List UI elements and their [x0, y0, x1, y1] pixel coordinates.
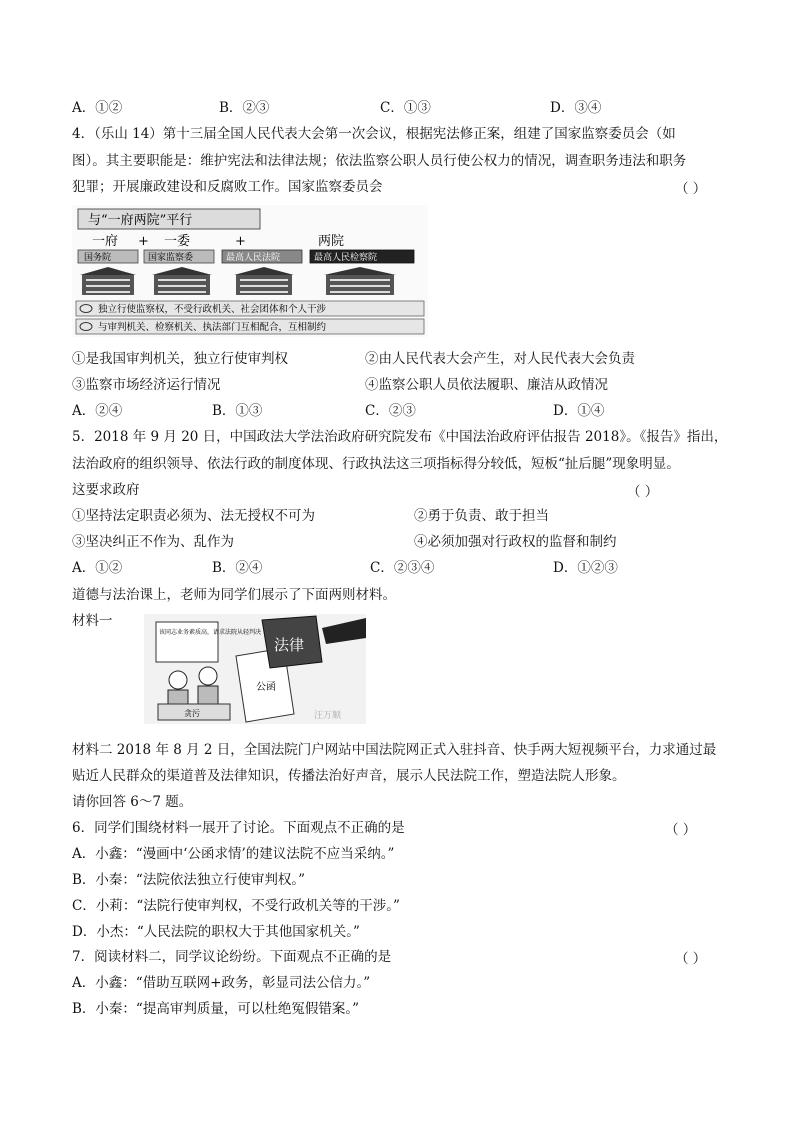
q3-option-b: B．②③ [219, 100, 270, 116]
figure-box-label: 最高人民法院 [226, 253, 281, 263]
cartoon-law-book-text: 法律 [274, 636, 305, 654]
q5-item-4: ④必须加强对行政权的监督和制约 [414, 534, 617, 550]
q6-option-b: B．小秦：“法院依法独立行使审判权。” [72, 872, 305, 888]
q5-stem-line: 5．2018 年 9 月 20 日，中国政法大学法治政府研究院发布《中国法治政府评估报告 2018》。《报告》指出， [72, 429, 728, 445]
q4-figure [72, 205, 428, 337]
figure-note: 与审判机关、检察机关、执法部门互相配合，互相制约 [98, 322, 327, 333]
figure-note: 独立行使监察权，不受行政机关、社会团体和个人干涉 [98, 304, 327, 315]
q4-item-3: ③监察市场经济运行情况 [72, 377, 221, 393]
q6-option-c: C．小莉：“法院行使审判权，不受行政机关等的干涉。” [72, 898, 400, 914]
q4-stem-line: 犯罪；开展廉政建设和反腐败工作。国家监察委员会 [72, 179, 383, 195]
q4-option-a: A．②④ [72, 403, 123, 419]
q5-item-1: ①坚持法定职责必须为、法无授权不可为 [72, 508, 315, 524]
q7-answer-paren: （ ） [675, 951, 707, 967]
cartoon-watermark: 汪万顺 [314, 711, 342, 721]
figure-group-label: 一府 [92, 234, 119, 249]
q5-item-2: ②勇于负责、敢于担当 [414, 508, 549, 524]
figure-box-label: 国家监察委 [148, 253, 194, 263]
q5-option-b: B．②④ [212, 560, 263, 576]
q5-item-3: ③坚决纠正不作为、乱作为 [72, 534, 234, 550]
q4-item-4: ④监察公职人员依法履职、廉洁从政情况 [365, 377, 608, 393]
answer-prompt: 请你回答 6～7 题。 [72, 794, 193, 810]
q3-option-a: A．①② [72, 100, 123, 116]
q6-answer-paren: （ ） [665, 822, 697, 838]
material2-line: 贴近人民群众的渠道普及法律知识，传播法治好声音，展示人民法院工作，塑造法院人形象。 [72, 768, 626, 784]
q5-answer-paren: （ ） [627, 484, 659, 500]
figure-header: 与“一府两院”平行 [88, 213, 193, 228]
q4-item-2: ②由人民代表大会产生，对人民代表大会负责 [365, 351, 635, 367]
official-figure [198, 667, 218, 706]
figure-box-label: 最高人民检察院 [314, 253, 378, 263]
q4-stem-line: 图）。其主要职能是：维护宪法和法律法规；依法监察公职人员行使公权力的情况，调查职务违法和职务 [72, 153, 687, 169]
q4-item-1: ①是我国审判机关，独立行使审判权 [72, 351, 288, 367]
q5-option-a: A．①② [72, 560, 123, 576]
cartoon-letter [156, 622, 218, 662]
q5-option-c: C．②③④ [370, 560, 435, 576]
cartoon-letter-text: 该同志业务素质高，请求法院从轻判决 [159, 629, 262, 636]
q6-option-a: A．小鑫：“漫画中‘公函求情’的建议法院不应当采纳。” [72, 846, 395, 862]
q7-option-b: B．小秦：“提高审判质量，可以杜绝冤假错案。” [72, 1001, 359, 1017]
q3-option-c: C．①③ [380, 100, 431, 116]
q4-option-d: D．①④ [553, 403, 605, 419]
figure-plus: + [235, 234, 246, 249]
q5-stem-line: 法治政府的组织领导、依法行政的制度体现、行政执法这三项指标得分较低，短板“扯后腿”现象明显。 [72, 456, 680, 472]
q6-option-d: D．小杰：“人民法院的职权大于其他国家机关。” [72, 924, 360, 940]
material1-cartoon [144, 614, 366, 724]
material1-label: 材料一 [72, 613, 113, 629]
q7-stem: 7．阅读材料二，同学议论纷纷。下面观点不正确的是 [72, 949, 392, 965]
cartoon-desk-text: 贪污 [184, 709, 200, 718]
figure-group-label: 一委 [164, 234, 191, 249]
q7-option-a: A．小鑫：“借助互联网+政务，彰显司法公信力。” [72, 975, 371, 991]
q4-stem-line: 4．（乐山 14）第十三届全国人民代表大会第一次会议，根据宪法修正案，组建了国家监察委员会（如 [72, 126, 676, 142]
figure-plus: + [138, 234, 149, 249]
figure-box-label: 国务院 [84, 253, 112, 263]
figure-group-label: 两院 [318, 234, 345, 249]
material2-line: 材料二 2018 年 8 月 2 日，全国法院门户网站中国法院网正式入驻抖音、快手两大短视频平台，力求通过最 [72, 742, 717, 758]
materials-intro: 道德与法治课上，老师为同学们展示了下面两则材料。 [72, 587, 396, 603]
q6-stem: 6．同学们围绕材料一展开了讨论。下面观点不正确的是 [72, 820, 405, 836]
q4-option-b: B．①③ [212, 403, 263, 419]
q3-option-d: D．③④ [550, 100, 602, 116]
cartoon-paper-text: 公函 [256, 682, 276, 693]
q5-stem-line: 这要求政府 [72, 482, 140, 498]
q4-answer-paren: （ ） [675, 181, 707, 197]
q5-option-d: D．①②③ [553, 560, 618, 576]
q4-option-c: C．②③ [365, 403, 416, 419]
